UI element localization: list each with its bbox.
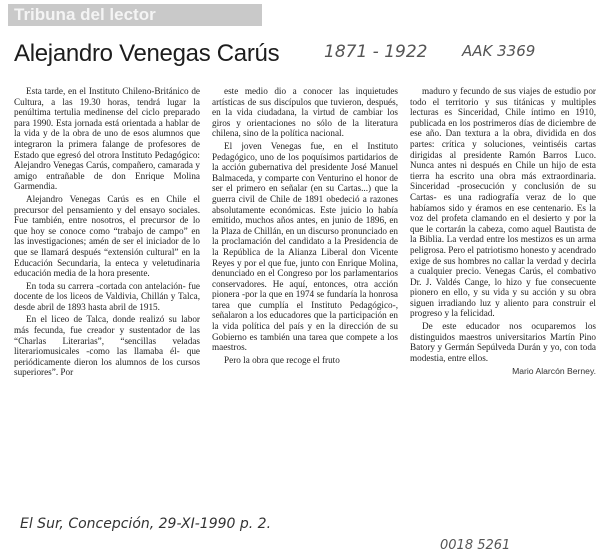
article-column-1 [14,86,200,380]
paragraph: De este educador nos ocuparemos los distinguidos maestros universitarios Martín Pino Batory y Germán Sepúlveda Durán y yo, con toda modestia, entre ellos. [410,321,596,363]
paragraph: En toda su carrera -cortada con antelación- fue docente de los liceos de Valdivia, Chillán y Talca, desde abril de 1893 hasta abril de 1915. [14,280,200,312]
handwritten-source-note: El Sur, Concepción, 29-XI-1990 p. 2. [20,516,272,532]
paragraph: este medio dio a conocer las inquietudes artísticas de sus discípulos que tuvieron, después, en la vida ciudadana, la virtud de cambiar los giros y orientaciones no sólo de la literatura chilena, sino de la política nacional. [212,86,398,139]
paragraph: El joven Venegas fue, en el Instituto Pedagógico, uno de los poquísimos partidarios de la acción gubernativa del presidente José Manuel Balmaceda, y comparte con Venturino el honor de ser el primero en señalar (en su Cartas...) que la guerra civil de Chile de 1891 obedeció a razones absolutamente económicas. Este juicio lo había emitido, muchos años antes, en junio de 1896, en la Plaza de Chillán, en un discurso pronunciado en la proclamación del candidato a la Presidencia de la República de la Alianza Liberal don Vicente Reyes y por el que fue, junto con Enrique Molina, denunciado en el Congreso por los parlamentarios conservadores. He aquí, entonces, otra acción pionera -por la que en 1974 se fundaría la honrosa tarea que cumplía el Instituto Pedagógico-, señalaron a los educadores que la participación en la vida política del país y en la dirección de su Gobierno es también una tarea que compete a los maestros. [212,140,398,353]
paragraph: Esta tarde, en el Instituto Chileno-Británico de Cultura, a las 19.30 horas, tendrá lugar la penúltima tertulia medinense del ciclo preparado para 1990. Esta jornada está orientada a hablar de la vida y de la obra de uno de esos alumnos que integraron la primera falange de profesores de Estado que egresó del otrora Instituto Pedagógico: Alejandro Venegas Carús, compañero, camarada y amigo entrañable de don Enrique Molina Garmendia. [14,86,200,192]
article-column-3 [410,86,596,377]
paragraph: maduro y fecundo de sus viajes de estudio por todo el territorio y sus titánicas y multiples lecturas es Sinceridad, Chile íntimo en 1910, publicada en los postrimeros días de diciembre de ese año. Dan textura a la obra, dividida en dos partes: crítica y soluciones, veintiséis cartas dirigidas al presidente Ramón Barros Luco. Nunca antes ni después en Chile un hijo de esta tierra ha escrito una obra más extraordinaria. Sinceridad -prosecución y conclusión de su Cartas- es una radiografía veraz de lo que habíamos sido y éramos en ese centenario. Es la voz del profeta clamando en el desierto y por la que le cortarán la cabeza, como aquel Bautista de la Biblia. La verdad entre los mestizos es un arma peligrosa. Pero el patriotismo honesto y acendrado exige de sus hombres no callar la verdad y decirla a cualquier precio. Venegas Carús, el combativo Dr. J. Valdés Cange, lo hizo y fue consecuente pionero en ello, y su vida y su acción y su obra siguen irradiando luz y aliento para construir el progreso y la felicidad. [410,86,596,319]
article-headline: Alejandro Venegas Carús [14,40,280,67]
paragraph: Pero la obra que recoge el fruto [224,354,340,365]
handwritten-code: AAK 3369 [462,42,536,60]
paragraph: En el liceo de Talca, donde realizó su labor más fecunda, fue creador y sustentador de las “Charlas Literarias”, “sencillas veladas literariomusicales -como las llamaba él- que periódicamente dieron los alumnos de los cursos superiores”. Por [14,314,200,378]
paragraph: Alejandro Venegas Carús es en Chile el precursor del pensamiento y del ensayo sociales. Fue también, entre nosotros, el precursor de lo que hoy se conoce como “trabajo de campo” en las investigaciones; amén de ser el iniciador de lo que se llamará después “extensión cultural” en la Educación Secundaria, la enteca y veletudinaria educación media de la hora presente. [14,193,200,279]
handwritten-years: 1871 - 1922 [324,42,428,62]
section-banner: Tribuna del lector [8,4,262,26]
author-signature: Mario Alarcón Berney. [512,366,596,377]
article-column-2 [212,86,398,367]
handwritten-catalog-number: 0018 5261 [440,538,511,553]
